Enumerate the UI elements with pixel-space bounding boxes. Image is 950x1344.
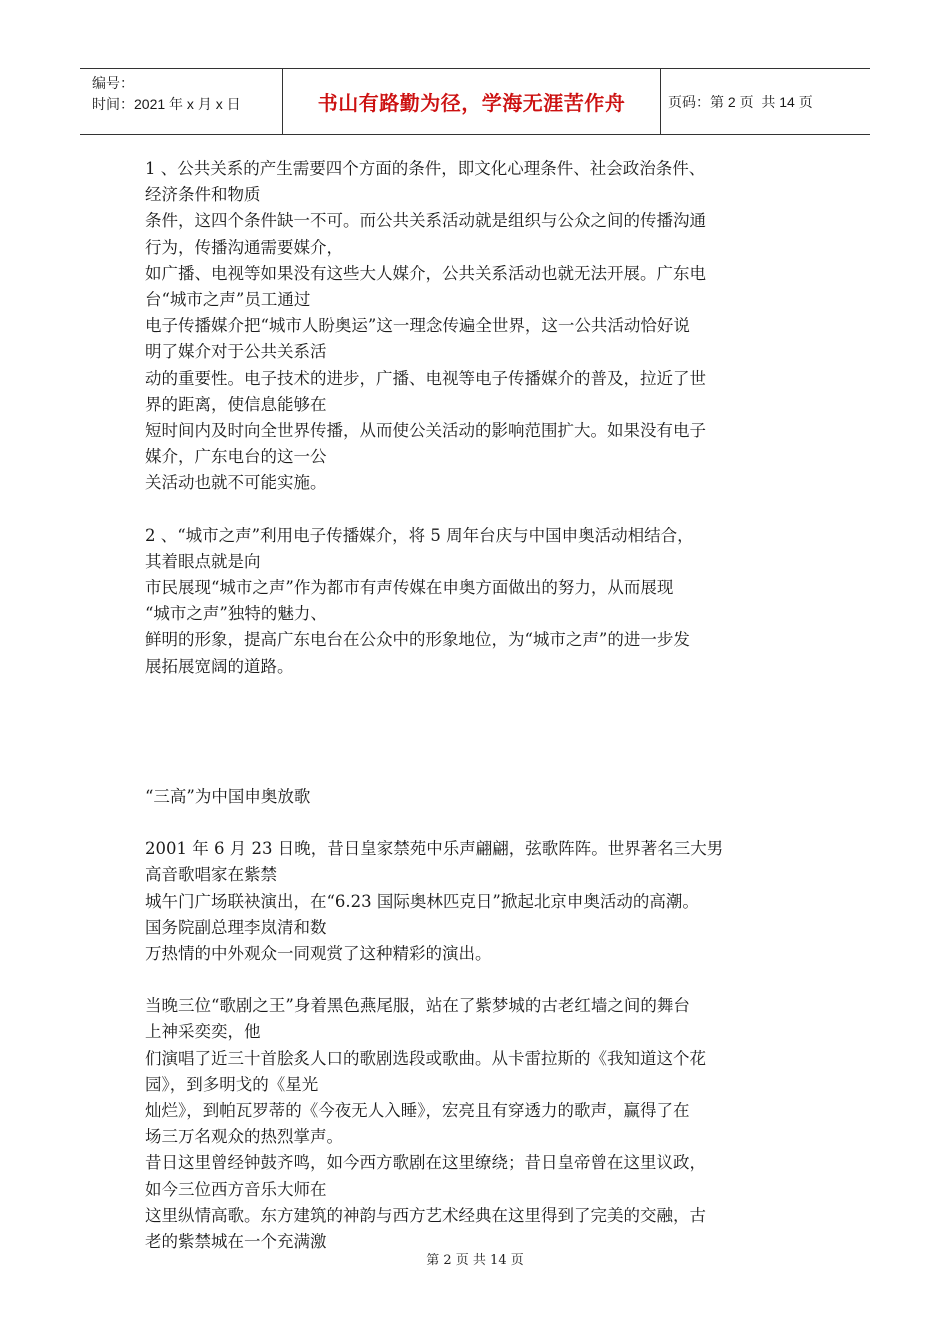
- header-meta: [80, 69, 283, 134]
- text-line: 如广播、电视等如果没有这些大人媒介，公共关系活动也就无法开展。广东电: [145, 263, 706, 283]
- header-page-info-text: 页码：第 2 页 共 14 页: [668, 93, 813, 110]
- text-line: 2 、“城市之声”利用电子传播媒介，将 5 周年台庆与中国申奥活动相结合，: [145, 525, 694, 545]
- paragraph-2: [145, 523, 805, 680]
- paragraph-3: [145, 836, 805, 967]
- section-title: “三高”为中国申奥放歌: [145, 786, 311, 806]
- text-line: 其着眼点就是向: [145, 551, 261, 571]
- text-line: 2001 年 6 月 23 日晚，昔日皇家禁苑中乐声翩翩，弦歌阵阵。世界著名三大男: [145, 839, 724, 859]
- text-line: 万热情的中外观众一同观赏了这种精彩的演出。: [145, 943, 492, 963]
- text-line: 国务院副总理李岚清和数: [145, 917, 327, 937]
- page-footer: 第 2 页 共 14 页: [426, 1253, 524, 1268]
- text-line: 动的重要性。电子技术的进步，广播、电视等电子传播媒介的普及，拉近了世: [145, 368, 706, 388]
- text-line: 1 、公共关系的产生需要四个方面的条件，即文化心理条件、社会政治条件、: [145, 159, 706, 178]
- text-line: “城市之声”独特的魅力、: [145, 604, 327, 624]
- text-line: 电子传播媒介把“城市人盼奥运”这一理念传遍全世界，这一公共活动恰好说: [145, 316, 690, 336]
- header-date-label: 时间：2021 年 x 月 x 日: [92, 96, 241, 112]
- text-line: 这里纵情高歌。东方建筑的神韵与西方艺术经典在这里得到了完美的交融，古: [145, 1205, 706, 1225]
- text-line: 市民展现“城市之声”作为都市有声传媒在申奥方面做出的努力，从而展现: [145, 578, 674, 597]
- text-line: 昔日这里曾经钟鼓齐鸣，如今西方歌剧在这里缭绕；昔日皇帝曾在这里议政，: [145, 1153, 706, 1173]
- text-line: 鲜明的形象，提高广东电台在公众中的形象地位，为“城市之声”的进一步发: [145, 630, 690, 650]
- header-number-label: 编号：: [92, 75, 134, 91]
- text-line: 展拓展宽阔的道路。: [145, 656, 294, 676]
- text-line: 们演唱了近三十首脍炙人口的歌剧选段或歌曲。从卡雷拉斯的《我知道这个花: [145, 1048, 706, 1068]
- paragraph-4: [145, 993, 805, 1255]
- text-line: 老的紫禁城在一个充满激: [145, 1231, 327, 1251]
- text-line: 条件，这四个条件缺一不可。而公共关系活动就是组织与公众之间的传播沟通: [145, 211, 706, 231]
- text-line: 台“城市之声”员工通过: [145, 289, 311, 309]
- text-line: 场三万名观众的热烈掌声。: [145, 1127, 343, 1147]
- text-line: 如今三位西方音乐大师在: [145, 1179, 327, 1199]
- text-line: 界的距离，使信息能够在: [145, 394, 327, 414]
- header-page-info: [661, 69, 870, 134]
- text-line: 园》，到多明戈的《星光: [145, 1074, 319, 1094]
- text-line: 关活动也就不可能实施。: [145, 473, 327, 493]
- text-line: 行为，传播沟通需要媒介，: [145, 237, 343, 257]
- document-body: [145, 156, 805, 1255]
- text-line: 当晚三位“歌剧之王”身着黑色燕尾服，站在了紫梦城的古老红墙之间的舞台: [145, 996, 690, 1016]
- text-line: 高音歌唱家在紫禁: [145, 865, 277, 885]
- text-line: 灿烂》，到帕瓦罗蒂的《今夜无人入睡》，宏亮且有穿透力的歌声，赢得了在: [145, 1101, 690, 1120]
- text-line: 明了媒介对于公共关系活: [145, 342, 327, 362]
- text-line: 城午门广场联袂演出，在“6.23 国际奥林匹克日”掀起北京申奥活动的高潮。: [145, 891, 699, 911]
- text-line: 上神采奕奕，他: [145, 1022, 261, 1042]
- header-motto: 书山有路勤为径，学海无涯苦作舟: [283, 69, 661, 134]
- text-line: 短时间内及时向全世界传播，从而使公关活动的影响范围扩大。如果没有电子: [145, 420, 706, 440]
- text-line: 媒介，广东电台的这一公: [145, 447, 327, 467]
- paragraph-1: [145, 156, 805, 496]
- document-header: [80, 68, 870, 135]
- text-line: 经济条件和物质: [145, 185, 261, 205]
